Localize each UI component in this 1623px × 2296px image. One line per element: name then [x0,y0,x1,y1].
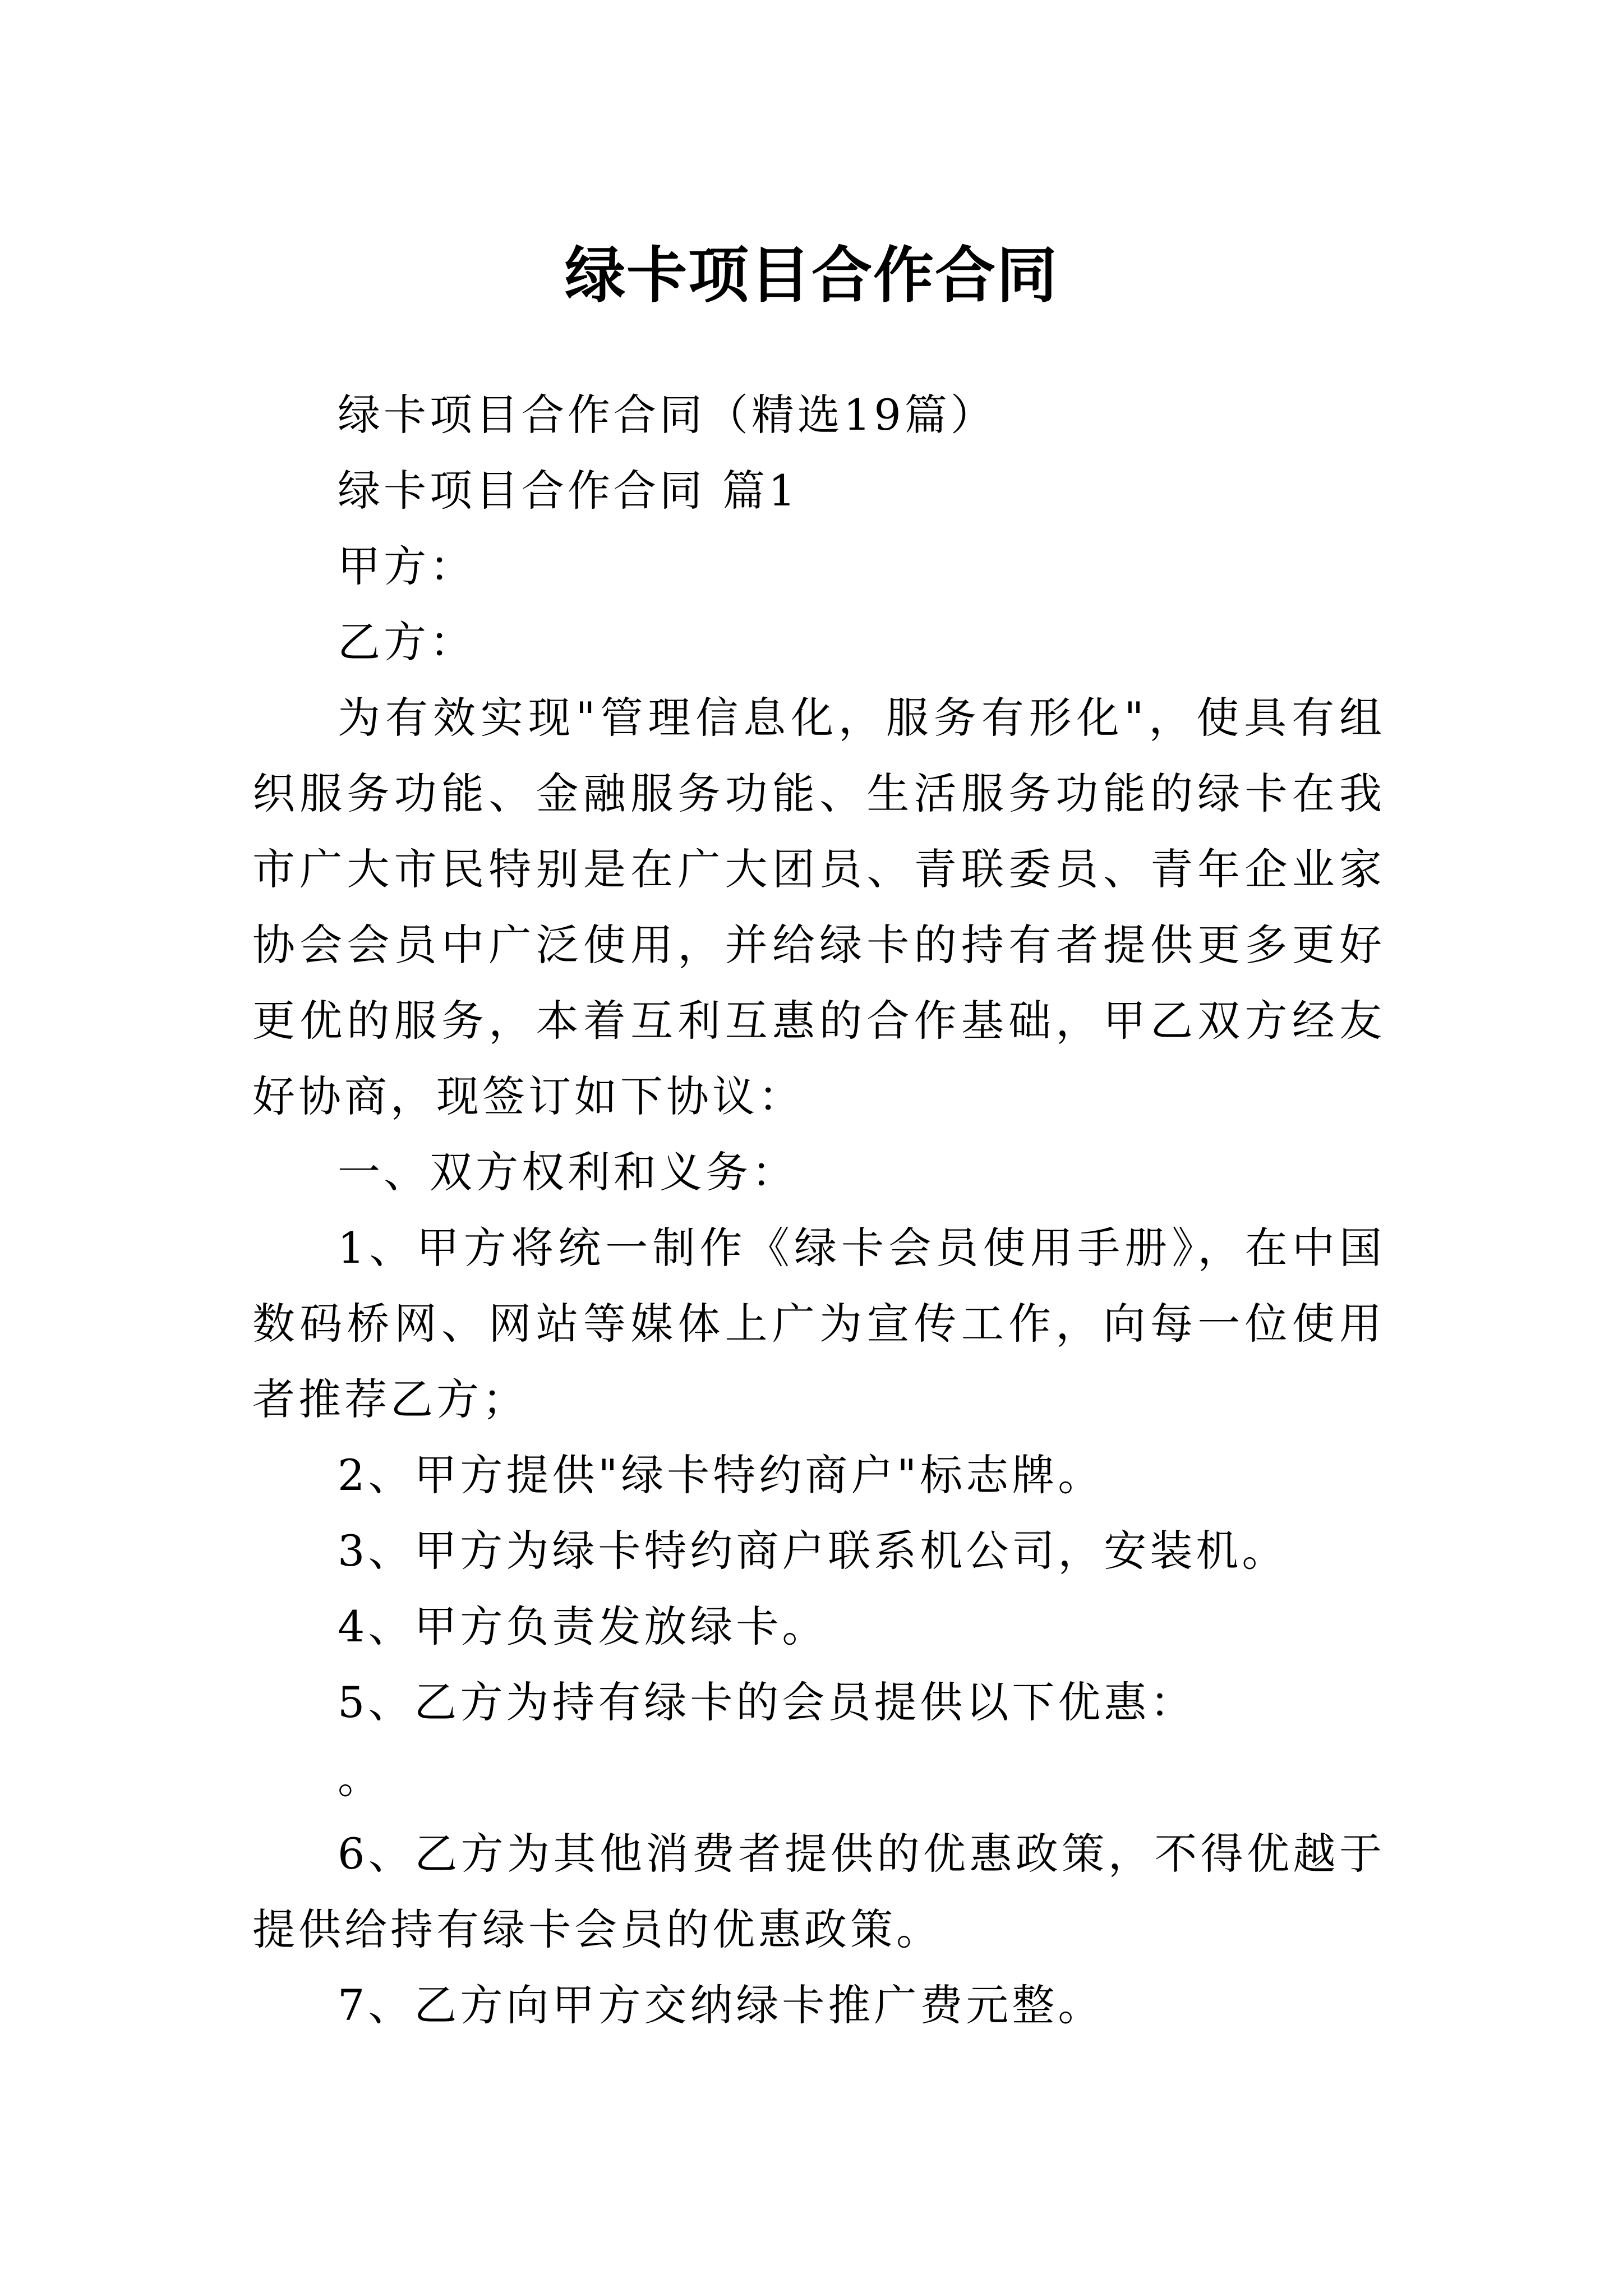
paragraph-party-b: 乙方： [338,617,476,667]
paragraph-clause-4: 4、甲方负责发放绿卡。 [338,1602,828,1651]
paragraph-subtitle: 绿卡项目合作合同（精选19篇） [338,390,997,440]
document-body [252,377,1385,2043]
paragraph-section-heading: 绿卡项目合作合同 篇1 [338,466,799,516]
paragraph-clause-6: 6、乙方为其他消费者提供的优惠政策，不得优越于提供给持有绿卡会员的优惠政策。 [252,1829,1385,1954]
paragraph-clause-3: 3、甲方为绿卡特约商户联系机公司，安装机。 [338,1526,1288,1576]
document-title: 绿卡项目合作合同 [564,241,1058,311]
paragraph-party-a: 甲方： [338,541,476,591]
paragraph-clause-7: 7、乙方向甲方交纳绿卡推广费元整。 [338,1980,1104,2030]
paragraph-clause-5-detail: 。 [338,1753,384,1803]
paragraph-clause-5: 5、乙方为持有绿卡的会员提供以下优惠： [338,1677,1196,1727]
paragraph-clause-1: 1、甲方将统一制作《绿卡会员使用手册》，在中国数码桥网、网站等媒体上广为宣传工作，向每一位使用者推荐乙方； [252,1223,1385,1424]
paragraph-rights-heading: 一、双方权利和义务： [338,1147,797,1197]
paragraph-clause-2: 2、甲方提供"绿卡特约商户"标志牌。 [338,1450,1104,1500]
paragraph-preamble: 为有效实现"管理信息化，服务有形化"，使具有组织服务功能、金融服务功能、生活服务功能的绿卡在我市广大市民特别是在广大团员、青联委员、青年企业家协会会员中广泛使用，并给绿卡的持有者提供更多更好更优的服务，本着互利互惠的合作基础，甲乙双方经友好协商，现签订如下协议： [252,693,1385,1121]
